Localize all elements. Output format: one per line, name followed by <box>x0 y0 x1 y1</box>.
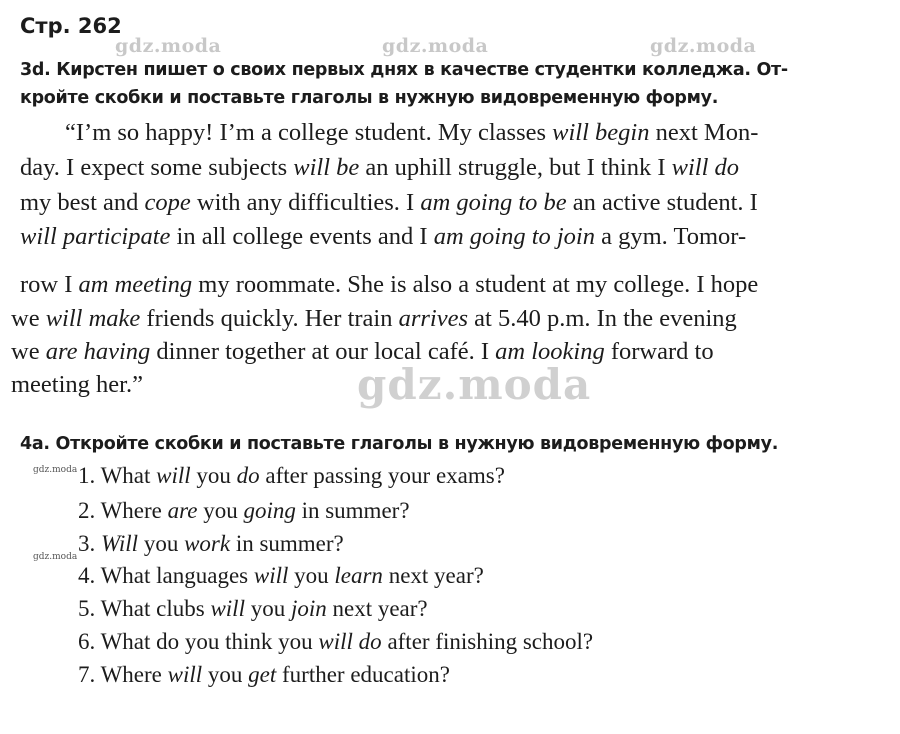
text-segment: you <box>244 596 291 621</box>
answer-verb: am going to be <box>420 189 567 216</box>
text-segment: an uphill struggle, but I think I <box>359 154 672 181</box>
answer-verb: get <box>248 662 277 687</box>
text-segment: an active student. I <box>566 189 758 216</box>
text-segment: row I <box>20 271 79 298</box>
watermark-small: gdz.moda <box>33 465 78 475</box>
text-segment: after finishing school? <box>381 629 594 654</box>
text-segment: you <box>288 563 335 588</box>
text-segment: “I’m so happy! I’m a college student. My classes <box>65 119 553 146</box>
text-segment: in all college events and I <box>170 223 434 250</box>
text-segment: you <box>202 662 249 687</box>
page-title: Стр. 262 <box>20 14 122 38</box>
answer-verb: will do <box>671 154 740 181</box>
answer-verb: will do <box>318 629 382 654</box>
list-item <box>78 662 450 688</box>
paragraph-line <box>20 271 758 299</box>
watermark: gdz.moda <box>115 35 222 57</box>
list-item <box>78 563 484 589</box>
text-segment: day. I expect some subjects <box>20 154 294 181</box>
list-item <box>78 596 428 622</box>
answer-verb: join <box>290 596 327 621</box>
text-segment: you <box>190 463 237 488</box>
answer-verb: am looking <box>495 338 605 365</box>
answer-verb: am going to join <box>433 223 595 250</box>
paragraph-line <box>11 338 714 366</box>
text-segment: at 5.40 p.m. In the evening <box>468 305 737 332</box>
answer-verb: going <box>243 498 296 523</box>
text-segment: 7. Where <box>78 662 168 687</box>
text-segment: my roommate. She is also a student at my college. I hope <box>192 271 759 298</box>
answer-verb: are having <box>45 338 151 365</box>
text-segment: 2. Where <box>78 498 168 523</box>
answer-verb: arrives <box>398 305 469 332</box>
answer-verb: will <box>167 662 203 687</box>
watermark-small: gdz.moda <box>33 552 78 562</box>
answer-verb: cope <box>144 189 191 216</box>
text-segment: next year? <box>382 563 484 588</box>
watermark: gdz.moda <box>650 35 757 57</box>
text-segment: you <box>138 531 185 556</box>
text-segment: we <box>11 338 46 365</box>
answer-verb: am meeting <box>78 271 193 298</box>
exercise-4a-heading: 4a. Откройте скобки и поставьте глаголы в нужную видовременную форму. <box>20 434 779 454</box>
text-segment: you <box>197 498 244 523</box>
answer-verb: will be <box>293 154 360 181</box>
text-segment: dinner together at our local café. I <box>150 338 496 365</box>
text-segment: my best and <box>20 189 145 216</box>
watermark: gdz.moda <box>382 35 489 57</box>
text-segment: a gym. Tomor- <box>594 223 747 250</box>
text-segment: next Mon- <box>649 119 759 146</box>
text-segment: forward to <box>604 338 714 365</box>
answer-verb: will begin <box>552 119 650 146</box>
text-segment: meeting her.” <box>11 371 143 398</box>
list-item <box>78 498 410 524</box>
answer-verb: will <box>156 463 191 488</box>
paragraph-line <box>11 371 143 399</box>
text-segment: 4. What languages <box>78 563 254 588</box>
text-segment: we <box>11 305 46 332</box>
exercise-3d-heading: кройте скобки и поставьте глаголы в нужную видовременную форму. <box>20 88 719 108</box>
paragraph-line <box>11 305 737 333</box>
answer-verb: will <box>210 596 245 621</box>
paragraph-line <box>20 154 739 182</box>
answer-verb: learn <box>334 563 383 588</box>
text-segment: 5. What clubs <box>78 596 211 621</box>
text-segment: 3. <box>78 531 101 556</box>
answer-verb: work <box>184 531 231 556</box>
answer-verb: will make <box>45 305 141 332</box>
exercise-3d-heading: 3d. Кирстен пишет о своих первых днях в качестве студентки колледжа. От- <box>20 60 788 80</box>
text-segment: in summer? <box>295 498 410 523</box>
list-item <box>78 531 344 557</box>
text-segment: in summer? <box>230 531 344 556</box>
text-segment: next year? <box>326 596 428 621</box>
answer-verb: will <box>253 563 289 588</box>
text-segment: with any difficulties. I <box>190 189 421 216</box>
paragraph-line <box>65 119 758 147</box>
text-segment: 6. What do you think you <box>78 629 319 654</box>
text-segment: after passing your exams? <box>259 463 505 488</box>
answer-verb: will participate <box>20 223 171 250</box>
text-segment: further education? <box>276 662 450 687</box>
list-item <box>78 463 505 489</box>
answer-verb: Will <box>101 531 139 556</box>
text-segment: 1. What <box>78 463 157 488</box>
watermark-large: gdz.moda <box>357 360 592 409</box>
answer-verb: are <box>167 498 198 523</box>
paragraph-line <box>20 223 746 251</box>
text-segment: friends quickly. Her train <box>140 305 399 332</box>
list-item <box>78 629 593 655</box>
paragraph-line <box>20 189 758 217</box>
answer-verb: do <box>236 463 260 488</box>
